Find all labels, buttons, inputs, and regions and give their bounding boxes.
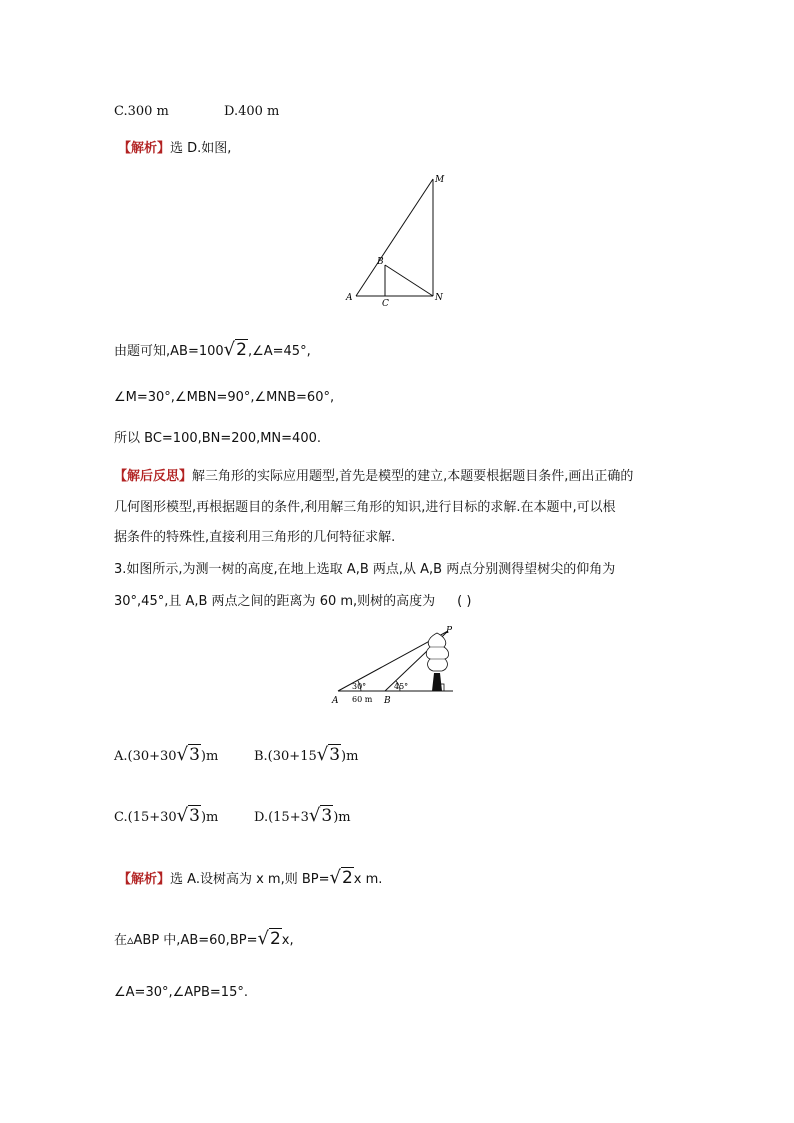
fig2-angle-30: 30° — [352, 682, 367, 691]
fig1-label-b: B — [377, 257, 384, 267]
fig1-label-m: M — [435, 175, 445, 185]
tree-figure — [330, 625, 470, 710]
q2-solution-line3: 所以 BC=100,BN=200,MN=400. — [114, 431, 321, 446]
q3-option-a: A.(30+30√3)m — [114, 744, 219, 765]
q2-option-c: C.300 m — [114, 104, 169, 119]
q3-solution-line1: 【解析】选 A.设树高为 x m,则 BP=√2x m. — [118, 867, 383, 888]
q3-line2: 30°,45°,且 A,B 两点之间的距离为 60 m,则树的高度为 ( ) — [114, 594, 472, 609]
solution-text: 选 D.如图, — [170, 141, 232, 156]
fig2-label-a: A — [332, 696, 339, 706]
tree-icon — [426, 633, 448, 691]
reflection-tag: 【解后反思】 — [114, 469, 193, 484]
fig2-label-b: B — [384, 696, 391, 706]
q2-option-d: D.400 m — [224, 104, 280, 119]
q3-solution-line2: 在▵ABP 中,AB=60,BP=√2x, — [114, 928, 294, 949]
solution-tag: 【解析】 — [118, 141, 171, 156]
q2-solution-line2: ∠M=30°,∠MBN=90°,∠MNB=60°, — [114, 390, 335, 405]
reflection-line1: 【解后反思】解三角形的实际应用题型,首先是模型的建立,本题要根据题目条件,画出正确的 — [114, 469, 634, 484]
q2-solution-intro — [118, 139, 231, 159]
fig1-label-a: A — [346, 293, 353, 303]
fig1-line-bn — [385, 265, 433, 296]
triangle-figure-1 — [340, 170, 460, 310]
fig2-distance: 60 m — [352, 695, 373, 704]
solution-tag: 【解析】 — [118, 872, 171, 887]
q3-option-b: B.(30+15√3)m — [254, 744, 359, 765]
q3-option-c: C.(15+30√3)m — [114, 805, 219, 826]
reflection-line2: 几何图形模型,再根据题目的条件,利用解三角形的知识,进行目标的求解.在本题中,可以根 — [114, 500, 616, 515]
reflection-line3: 据条件的特殊性,直接利用三角形的几何特征求解. — [114, 530, 396, 545]
q3-solution-line3: ∠A=30°,∠APB=15°. — [114, 985, 248, 1000]
answer-paren: ( ) — [457, 594, 472, 609]
fig2-angle-45: 45° — [394, 682, 409, 691]
fig1-label-c: C — [382, 299, 389, 309]
fig1-line-am — [356, 179, 433, 296]
q3-line1: 3.如图所示,为测一树的高度,在地上选取 A,B 两点,从 A,B 两点分别测得望树尖的仰角为 — [114, 562, 616, 577]
fig1-label-n: N — [435, 293, 443, 303]
q2-solution-line1: 由题可知,AB=100√2,∠A=45°, — [114, 339, 311, 360]
q3-option-d: D.(15+3√3)m — [254, 805, 351, 826]
fig2-label-p: P — [446, 626, 453, 636]
